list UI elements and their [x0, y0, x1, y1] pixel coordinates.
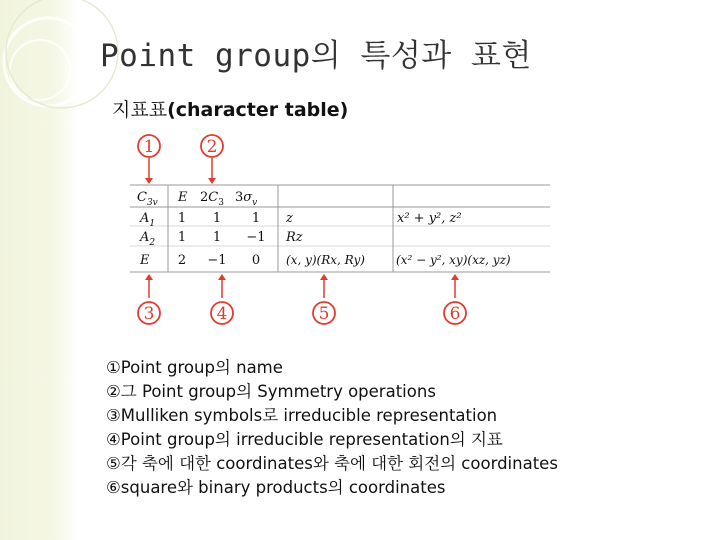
subtitle-english: (character table) [167, 99, 349, 121]
header-op-sigma: $3\sigma_v$ [235, 190, 258, 208]
note-6: ⑥square와 binary products의 coordinates [106, 478, 446, 497]
subtitle-korean: 지표표 [112, 99, 168, 121]
char-e-sigma: 0 [251, 253, 261, 268]
svg-text:4: 4 [216, 304, 228, 324]
char-a1-e: 1 [177, 211, 187, 226]
rot-e: (x, y)(Rx, Ry) [286, 253, 365, 267]
row-symbol-a1: $A_1$ [140, 211, 156, 229]
char-e-c3: −1 [207, 253, 227, 268]
header-op-e: E [178, 190, 188, 205]
note-4: ④Point group의 irreducible representation의 지표 [106, 430, 503, 449]
character-table [130, 185, 550, 272]
svg-text:3: 3 [143, 304, 155, 324]
marker-4 [211, 274, 233, 324]
explanation-list [106, 356, 558, 500]
rot-a1: z [286, 211, 293, 226]
marker-1 [138, 135, 160, 184]
svg-text:6: 6 [449, 304, 461, 324]
marker-2 [201, 135, 223, 184]
svg-text:1: 1 [143, 137, 155, 157]
note-5: ⑤각 축에 대한 coordinates와 축에 대한 회전의 coordinates [106, 454, 558, 473]
slide-subtitle [112, 95, 348, 122]
note-1: ①Point group의 name [106, 358, 283, 377]
header-op-c3: $2C_3$ [200, 190, 224, 208]
row-symbol-e: E [140, 253, 150, 268]
marker-3 [138, 274, 160, 324]
note-3: ③Mulliken symbols로 irreducible representation [106, 406, 498, 425]
char-a2-sigma: −1 [246, 230, 266, 245]
marker-5 [313, 274, 335, 324]
header-point-group: $C_{3v}$ [137, 190, 158, 208]
svg-text:5: 5 [318, 304, 330, 324]
char-a1-c3: 1 [212, 211, 222, 226]
char-a2-c3: 1 [212, 230, 222, 245]
char-e-e: 2 [177, 253, 187, 268]
row-symbol-a2: $A_2$ [140, 230, 156, 248]
char-a1-sigma: 1 [251, 211, 261, 226]
rot-a2: Rz [286, 230, 303, 245]
marker-6 [444, 274, 466, 324]
quad-a1: x² + y², z² [397, 211, 462, 226]
char-a2-e: 1 [177, 230, 187, 245]
character-table-figure [120, 128, 560, 333]
decorative-rings [0, 0, 140, 150]
quad-e: (x² − y², xy)(xz, yz) [396, 253, 511, 267]
slide-title: Point group의 특성과 표현 [100, 38, 532, 74]
svg-text:2: 2 [206, 137, 218, 157]
note-2: ②그 Point group의 Symmetry operations [106, 382, 436, 401]
